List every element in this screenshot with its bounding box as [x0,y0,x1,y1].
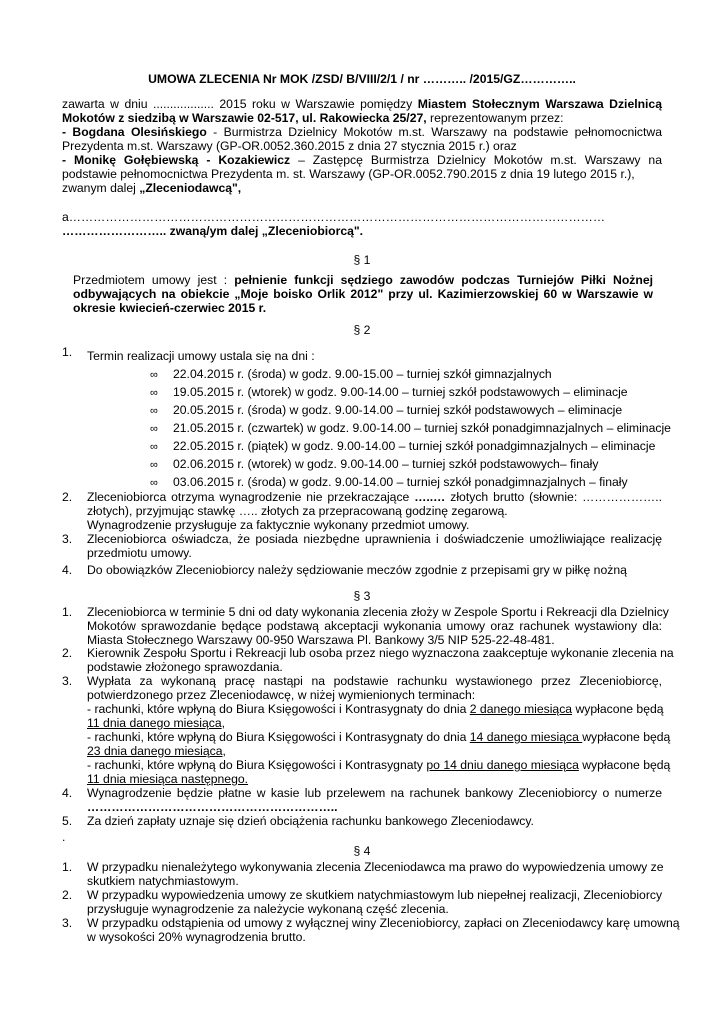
s2-item-1-text: Termin realizacji umowy ustala się na dni : [87,349,315,363]
payment-rule-2 [87,730,671,744]
s4-item-2-line-2: przysługuje wynagrodzenie za należycie wykonaną część zlecenia. [87,902,449,916]
match-date-item: 21.05.2015 r. (czwartek) w godz. 9.00-14.00 – turniej szkół ponadgimnazjalnych – eliminacje [173,421,671,435]
bullet-icon: ∞ [150,405,158,417]
s1-line-2: odbywających na obiekcie „Moje boisko Orlik 2012" przy ul. Kazimierzowskiej 60 w Warszawie w [73,287,653,301]
payment-deadline: po 14 dniu danego miesiąca [426,758,579,772]
match-date-item: 22.05.2015 r. (piątek) w godz. 9.00-14.00 – turniej szkół ponadgimnazjalnych – eliminacje [173,439,656,453]
section-3-heading: § 3 [353,589,371,603]
s3-item-2-line-2: podstawie złożonego sprawozdania. [87,660,283,674]
s3-item-3-line-1: Wypłata za wykonaną pracę nastąpi na podstawie rachunku wystawionego przez Zleceniobiorcę, [87,674,662,688]
s3-item-2-line-1: Kierownik Zespołu Sportu i Rekreacji lub osoba przez niego wyznaczona zaakceptuje wykonanie zlecenia na [87,646,674,660]
intro-text: - Burmistrza Dzielnicy Mokotów m.st. Warszawy na podstawie pełnomocnictwa [206,125,662,139]
s3-item-1-number: 1. [62,605,73,619]
s4-item-2-line-1: W przypadku wypowiedzenia umowy ze skutkiem natychmiastowym lub niepełnej realizacji, Zleceniobiorcy [87,888,663,902]
s2-item-2-line-3: Wynagrodzenie przysługuje za faktycznie wykonany przedmiot umowy. [87,518,470,532]
bullet-icon: ∞ [150,441,158,453]
bank-account-placeholder: …………………………………………………….. [87,800,338,814]
s3-item-1-line-1: Zleceniobiorca w terminie 5 dni od daty wykonania zlecenia złoży w Zespole Sportu i Rekreacji dla Dzielnicy [87,605,669,619]
s2-item-2-line-2: złotych), przyjmując stawkę ….. złotych za przepracowaną godzinę zegarową. [87,504,508,518]
s3-item-4-number: 4. [62,786,73,800]
payment-deadline: 14 danego miesiąca [469,730,583,744]
payment-rule-text: wypłacone będą [578,758,671,772]
match-date-item: 19.05.2015 r. (wtorek) w godz. 9.00-14.00 – turniej szkół podstawowych – eliminacje [173,385,628,399]
payment-date: 11 dnia danego miesiąca [87,716,222,730]
contractor-line-1: a…………………………………………………………………………………………………………………… [62,210,606,224]
s4-item-3-number: 3. [62,916,73,930]
s4-item-1-line-1: W przypadku nienależytego wykonywania zlecenia Zleceniodawca ma prawo do wypowiedzenia umowy ze [87,860,664,874]
s1-line-1 [73,273,653,287]
s3-item-5-number: 5. [62,814,73,828]
s2-item-3-line-2: przedmiotu umowy. [87,546,192,560]
intro-text: zawarta w dniu .................. 2015 roku w Warszawie pomiędzy [62,97,418,111]
s2-item-4-number: 4. [62,563,73,577]
representative-1-name: - Bogdana Olesińskiego [62,125,207,139]
district-name: Miastem Stołecznym Warszawa Dzielnicą [417,97,662,111]
match-date-item: 03.06.2015 r. (środa) w godz. 9.00-14.00 – turniej szkół ponadgimnazjalnych – finały [173,475,628,489]
s2-item-4-line-1: Do obowiązków Zleceniobiorcy należy sędziowanie meczów zgodnie z przepisami gry w piłkę nożną [87,563,627,577]
bullet-icon: ∞ [150,387,158,399]
payment-deadline: 2 danego miesiąca [469,702,573,716]
s4-item-1-number: 1. [62,860,73,874]
section-2-heading: § 2 [353,323,371,337]
s3-item-1-line-2: Mokotów sprawozdanie będące podstawą akceptacji wykonania umowy oraz rachunek wystawiony dla: [87,619,662,633]
district-address: Mokotów z siedzibą w Warszawie 02-517, ul. Rakowiecka 25/27, [62,111,427,125]
representative-2-name: - Monikę Gołębiewską - Kozakiewicz [62,153,291,167]
s3-item-3-number: 3. [62,674,73,688]
s3-item-2-number: 2. [62,646,73,660]
s3-item-5-line-1: Za dzień zapłaty uznaje się dzień obciążenia rachunku bankowego Zleceniodawcy. [87,814,534,828]
payment-rule-text: - rachunki, które wpłyną do Biura Księgowości i Kontrasygnaty do dnia [87,730,470,744]
intro-text: reprezentowanym przez: [426,111,564,125]
bullet-icon: ∞ [150,369,158,381]
stray-dot: . [62,830,66,844]
s1-subject: pełnienie funkcji sędziego zawodów podczas Turniejów Piłki Nożnej [234,273,653,287]
intro-line-1 [62,97,662,111]
s4-item-1-line-2: skutkiem natychmiastowym. [87,874,239,888]
contractor-line-2: …………………….. zwaną/ym dalej „Zleceniobiorcą". [62,224,364,238]
payment-rule-1 [87,702,662,716]
s2-item-2-line-1 [87,490,662,504]
match-date-item: 20.05.2015 r. (środa) w godz. 9.00-14.00 – turniej szkół podstawowych – eliminacje [173,403,623,417]
s2-item-3-number: 3. [62,532,73,546]
payment-rule-2-date [87,744,226,758]
intro-line-3 [62,125,662,139]
payment-rule-text: wypłacone będą [572,702,664,716]
payment-rule-1-date [87,716,225,730]
intro-line-2 [62,111,563,125]
payment-rule-text: , [222,744,226,758]
bullet-icon: ∞ [150,423,158,435]
payment-date: 23 dnia danego miesiąca [87,744,223,758]
payment-rule-text: , [221,716,225,730]
s3-item-4-line-1: Wynagrodzenie będzie płatne w kasie lub przelewem na rachunek bankowy Zleceniobiorcy o numerze [87,786,662,800]
payment-rule-text: wypłacone będą [582,730,671,744]
s4-item-3-line-2: w wysokości 20% wynagrodzenia brutto. [87,930,306,944]
s1-line-3: okresie kwiecień-czerwiec 2015 r. [73,301,267,315]
s1-text: Przedmiotem umowy jest : [73,273,235,287]
amount-placeholder: …..… [414,490,446,504]
s4-item-3-line-1: W przypadku odstąpienia od umowy z wyłącznej winy Zleceniobiorcy, zapłaci on Zleceniodawcy karę umowną [87,916,680,930]
s2-text: złotych brutto (słownie: ……………….. [445,490,662,504]
bullet-icon: ∞ [150,459,158,471]
section-1-heading: § 1 [353,253,371,267]
s2-item-1-number: 1. [62,345,73,359]
intro-line-5 [62,153,662,167]
payment-rule-3 [87,758,671,772]
s4-item-2-number: 2. [62,888,73,902]
s2-item-2-number: 2. [62,490,73,504]
s2-item-3-line-1: Zleceniobiorca oświadcza, że posiada niezbędne uprawnienia i doświadczenie umożliwiające realizację [87,532,662,546]
intro-text: zwanym dalej [62,181,140,195]
intro-text: – Zastępcę Burmistrza Dzielnicy Mokotów m.st. Warszawy na [290,153,662,167]
intro-line-6: podstawie pełnomocnictwa Prezydenta m. st. Warszawy (GP-OR.0052.790.2015 z dnia 19 lutego 2015 r.), [62,167,635,181]
match-date-item: 02.06.2015 r. (wtorek) w godz. 9.00-14.00 – turniej szkół podstawowych– finały [173,457,599,471]
section-4-heading: § 4 [353,844,371,858]
payment-rule-text: - rachunki, które wpłyną do Biura Księgowości i Kontrasygnaty do dnia [87,702,470,716]
intro-line-4: Prezydenta m.st. Warszawy (GP-OR.0052.360.2015 z dnia 27 stycznia 2015 r.) oraz [62,139,517,153]
s3-item-3-line-2: potwierdzonego przez Zleceniodawcę, w niżej wymienionych terminach: [87,688,476,702]
payment-rule-3-date [87,772,248,786]
payment-date: 11 dnia miesiąca następnego. [87,772,249,786]
s2-text: Zleceniobiorca otrzyma wynagrodzenie nie przekraczające [87,490,415,504]
payment-rule-text: - rachunki, które wpłyną do Biura Księgowości i Kontrasygnaty [87,758,427,772]
contract-title: UMOWA ZLECENIA Nr MOK /ZSD/ B/VIII/2/1 / nr ……….. /2015/GZ………….. [148,72,576,86]
match-date-item: 22.04.2015 r. (środa) w godz. 9.00-15.00 – turniej szkół gimnazjalnych [173,367,552,381]
principal-term: „Zleceniodawcą", [139,181,242,195]
bullet-icon: ∞ [150,477,158,489]
s3-item-1-line-3: Miasta Stołecznego Warszawy 00-950 Warszawa Pl. Bankowy 3/5 NIP 525-22-48-481. [87,633,555,647]
intro-line-7 [62,181,241,195]
